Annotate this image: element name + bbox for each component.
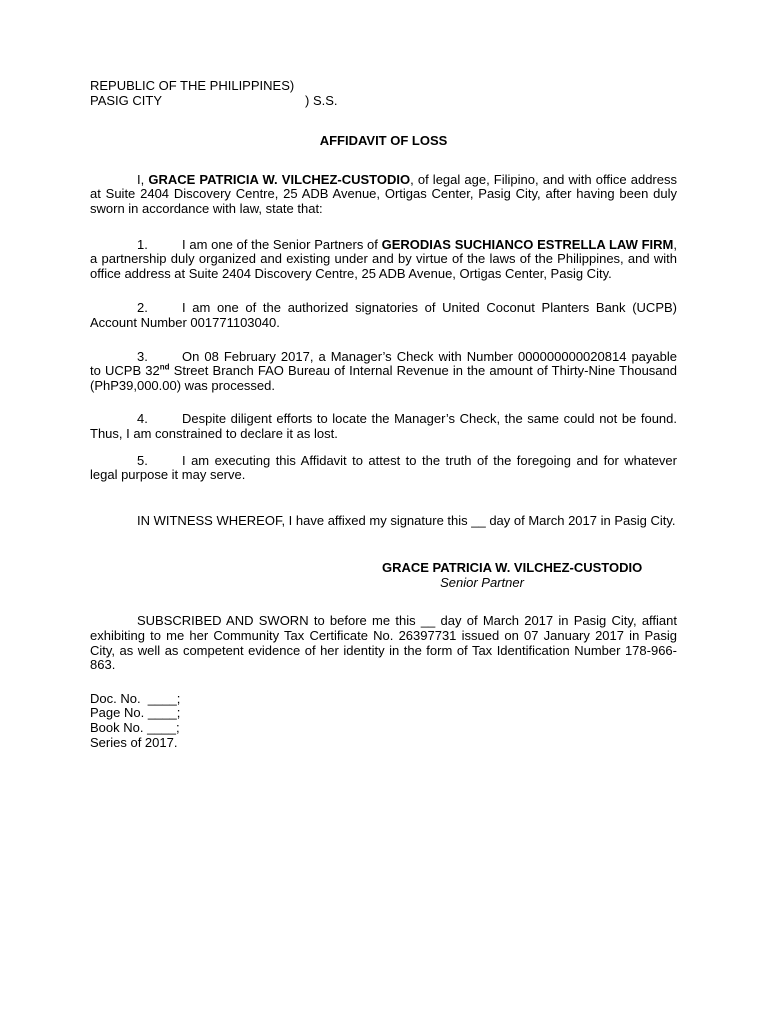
numbered-item [90,454,677,483]
item-number: 2. [137,300,148,316]
signature-block [382,561,682,590]
venue-ss: ) S.S. [305,92,338,108]
affidavit-document [90,79,677,750]
intro-paragraph [90,173,677,217]
item-text: I am one of the Senior Partners of [182,236,382,252]
document-title: AFFIDAVIT OF LOSS [319,133,448,149]
signatory-title: Senior Partner [440,574,524,590]
doc-number: Doc. No. ____; [90,690,181,706]
venue-line-1: REPUBLIC OF THE PHILIPPINES) [90,78,295,93]
intro-prefix: I, [137,171,149,187]
item-number: 1. [137,236,148,252]
item-text: , a partnership duly organized and existing under and by virtue of the laws of the Philippines, and with office address at Suite 2404 Discovery Centre, 25 ADB Avenue, Ortigas Center, Pasig City. [90,236,677,281]
page-number: Page No. ____; [90,705,181,721]
item-text: Street Branch FAO Bureau of Internal Revenue in the amount of Thirty-Nine Thousand (PhP39,000.00) was processed. [90,363,677,393]
item-text: I am executing this Affidavit to attest to the truth of the foregoing and for whatever legal purpose it may serve. [90,452,677,483]
ordinal-suffix: nd [159,362,170,372]
numbered-item [90,350,677,394]
venue-block [90,79,677,108]
venue-city: PASIG CITY [90,92,162,108]
numbered-item [90,301,677,330]
notarial-record [90,692,677,750]
numbered-item [90,412,677,441]
affiant-name: GRACE PATRICIA W. VILCHEZ-CUSTODIO [148,171,411,187]
witness-paragraph: IN WITNESS WHEREOF, I have affixed my signature this __ day of March 2017 in Pasig City. [137,512,676,528]
law-firm-name: GERODIAS SUCHIANCO ESTRELLA LAW FIRM [381,236,674,252]
item-text: I am one of the authorized signatories of United Coconut Planters Bank (UCPB) Account Number 001771103040. [90,300,677,330]
item-text: Despite diligent efforts to locate the Manager’s Check, the same could not be found. Thus, I am constrained to declare it as lost. [90,411,677,441]
item-number: 5. [137,452,148,468]
jurat-paragraph: SUBSCRIBED AND SWORN to before me this __ day of March 2017 in Pasig City, affiant exhibiting to me her Community Tax Certificate No. 26397731 issued on 07 January 2017 in Pasig City, as well as competent evidence of her identity in the form of Tax Identification Number 178-966-863. [90,613,677,673]
item-text: On 08 February 2017, a Manager’s Check with Number 000000000020814 payable to UCPB 32 [90,348,677,379]
book-number: Book No. ____; [90,720,180,736]
item-number: 3. [137,348,148,364]
numbered-item [90,238,677,282]
item-number: 4. [137,411,148,427]
intro-text: , of legal age, Filipino, and with office address at Suite 2404 Discovery Centre, 25 ADB Avenue, Ortigas Center, Pasig City, after having been duly sworn in accordance with law, state that: [90,171,677,216]
signatory-name: GRACE PATRICIA W. VILCHEZ-CUSTODIO [382,560,643,576]
series-year: Series of 2017. [90,734,178,750]
venue-line-2 [90,94,677,109]
